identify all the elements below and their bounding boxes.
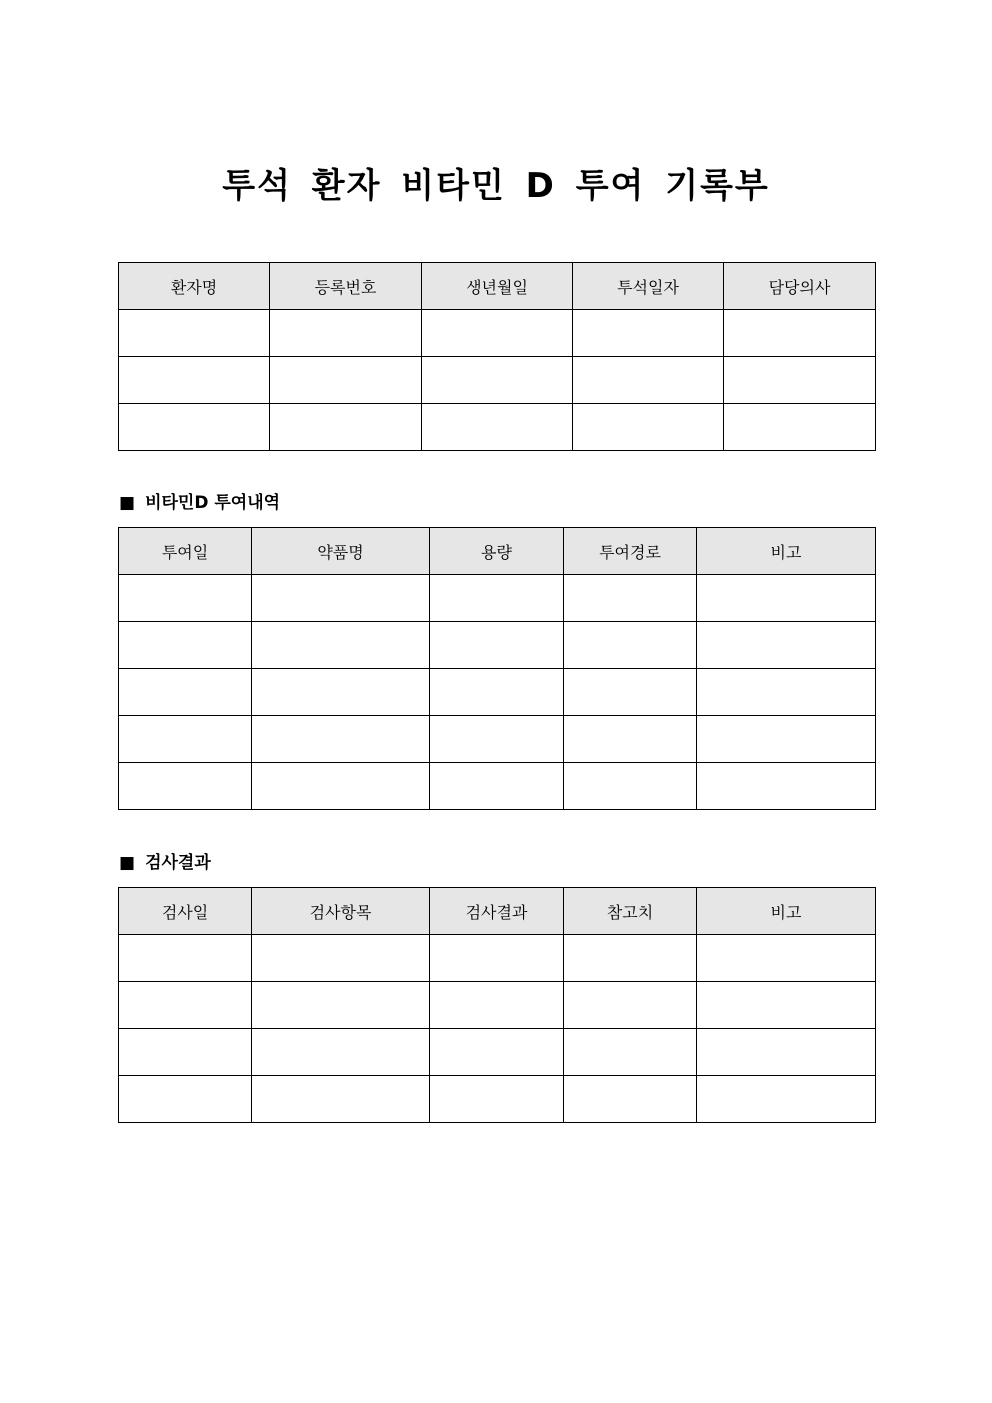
header-test-item: 검사항목: [252, 888, 430, 935]
header-test-result: 검사결과: [430, 888, 564, 935]
header-birth-date: 생년월일: [422, 263, 573, 310]
table-cell[interactable]: [430, 763, 564, 810]
header-patient-name: 환자명: [119, 263, 270, 310]
table-cell[interactable]: [430, 935, 564, 982]
table-cell[interactable]: [422, 357, 573, 404]
table-row: [119, 404, 876, 451]
header-test-date: 검사일: [119, 888, 252, 935]
table-cell[interactable]: [119, 357, 270, 404]
table-cell[interactable]: [697, 669, 876, 716]
patient-info-table: [118, 262, 876, 451]
section-title-label: 비타민D 투여내역: [145, 493, 281, 513]
table-cell[interactable]: [252, 669, 430, 716]
table-cell[interactable]: [119, 622, 252, 669]
table-cell[interactable]: [252, 716, 430, 763]
table-header-row: [119, 888, 876, 935]
table-row: [119, 1029, 876, 1076]
table-cell[interactable]: [573, 310, 724, 357]
table-cell[interactable]: [422, 404, 573, 451]
table-cell[interactable]: [697, 982, 876, 1029]
table-row: [119, 763, 876, 810]
table-cell[interactable]: [270, 404, 422, 451]
square-bullet-icon: ■: [119, 853, 136, 873]
table-row: [119, 357, 876, 404]
header-dose: 용량: [430, 528, 564, 575]
section-title-vitamin: [119, 492, 280, 514]
table-cell[interactable]: [697, 575, 876, 622]
table-cell[interactable]: [119, 1076, 252, 1123]
header-notes: 비고: [697, 528, 876, 575]
table-cell[interactable]: [564, 716, 697, 763]
table-cell[interactable]: [119, 982, 252, 1029]
header-reference-value: 참고치: [564, 888, 697, 935]
table-cell[interactable]: [724, 357, 876, 404]
table-cell[interactable]: [119, 669, 252, 716]
table-cell[interactable]: [697, 1029, 876, 1076]
page-title: 투석 환자 비타민 D 투여 기록부: [222, 166, 770, 206]
table-cell[interactable]: [564, 935, 697, 982]
table-cell[interactable]: [430, 1029, 564, 1076]
table-row: [119, 310, 876, 357]
table-cell[interactable]: [697, 763, 876, 810]
table-cell[interactable]: [564, 763, 697, 810]
table-row: [119, 935, 876, 982]
table-cell[interactable]: [119, 404, 270, 451]
section-title-label: 검사결과: [145, 853, 211, 873]
table-row: [119, 622, 876, 669]
table-cell[interactable]: [697, 1076, 876, 1123]
table-cell[interactable]: [724, 404, 876, 451]
table-cell[interactable]: [270, 357, 422, 404]
vitamin-administration-table: [118, 527, 876, 810]
table-cell[interactable]: [252, 935, 430, 982]
section-title-test: [119, 852, 211, 874]
table-row: [119, 716, 876, 763]
test-results-table: [118, 887, 876, 1123]
header-notes: 비고: [697, 888, 876, 935]
header-registration-number: 등록번호: [270, 263, 422, 310]
header-admin-date: 투여일: [119, 528, 252, 575]
header-dialysis-date: 투석일자: [573, 263, 724, 310]
table-cell[interactable]: [430, 575, 564, 622]
table-cell[interactable]: [564, 1076, 697, 1123]
table-cell[interactable]: [430, 669, 564, 716]
table-cell[interactable]: [119, 310, 270, 357]
table-cell[interactable]: [430, 716, 564, 763]
table-cell[interactable]: [697, 716, 876, 763]
table-cell[interactable]: [430, 622, 564, 669]
header-doctor: 담당의사: [724, 263, 876, 310]
table-header-row: [119, 263, 876, 310]
table-cell[interactable]: [119, 575, 252, 622]
table-cell[interactable]: [564, 982, 697, 1029]
table-cell[interactable]: [252, 763, 430, 810]
table-cell[interactable]: [119, 763, 252, 810]
square-bullet-icon: ■: [119, 493, 136, 513]
table-cell[interactable]: [119, 935, 252, 982]
table-cell[interactable]: [430, 982, 564, 1029]
table-cell[interactable]: [564, 1029, 697, 1076]
table-cell[interactable]: [564, 622, 697, 669]
table-cell[interactable]: [573, 404, 724, 451]
table-cell[interactable]: [697, 622, 876, 669]
header-drug-name: 약품명: [252, 528, 430, 575]
table-cell[interactable]: [430, 1076, 564, 1123]
table-header-row: [119, 528, 876, 575]
table-row: [119, 982, 876, 1029]
table-cell[interactable]: [252, 622, 430, 669]
table-cell[interactable]: [252, 1029, 430, 1076]
table-cell[interactable]: [119, 1029, 252, 1076]
table-cell[interactable]: [252, 982, 430, 1029]
table-row: [119, 669, 876, 716]
table-row: [119, 575, 876, 622]
header-route: 투여경로: [564, 528, 697, 575]
table-cell[interactable]: [573, 357, 724, 404]
table-cell[interactable]: [252, 575, 430, 622]
table-cell[interactable]: [564, 575, 697, 622]
table-cell[interactable]: [697, 935, 876, 982]
table-row: [119, 1076, 876, 1123]
table-cell[interactable]: [252, 1076, 430, 1123]
table-cell[interactable]: [119, 716, 252, 763]
table-cell[interactable]: [270, 310, 422, 357]
table-cell[interactable]: [564, 669, 697, 716]
table-cell[interactable]: [422, 310, 573, 357]
table-cell[interactable]: [724, 310, 876, 357]
